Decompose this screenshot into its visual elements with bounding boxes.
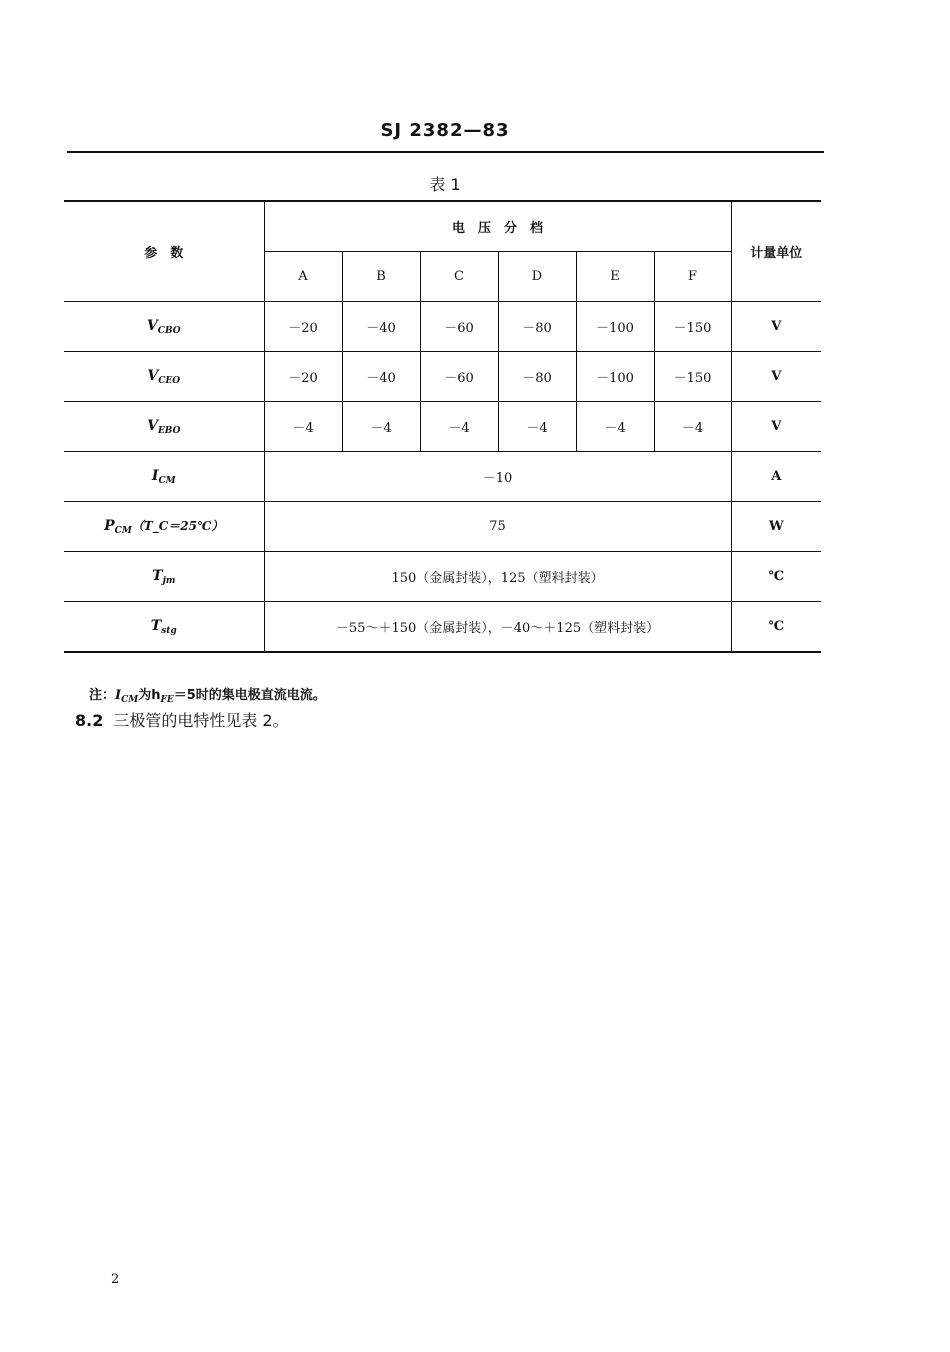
grade-label: C xyxy=(420,252,498,302)
param-cell: $V_{EBO}$ xyxy=(64,402,264,452)
value-cell: －60 xyxy=(420,352,498,402)
merged-value-cell: －10 xyxy=(264,452,731,502)
value-cell: －20 xyxy=(264,352,342,402)
grade-label: B xyxy=(342,252,420,302)
unit-cell: W xyxy=(731,502,821,552)
merged-value-cell: －55～＋150（金属封装），－40～＋125（塑料封装） xyxy=(264,602,731,653)
table-row xyxy=(64,502,821,552)
unit-cell: A xyxy=(731,452,821,502)
value-cell: －4 xyxy=(654,402,731,452)
value-cell: －100 xyxy=(576,302,654,352)
parameter-table xyxy=(64,200,821,653)
table-row xyxy=(64,452,821,502)
grade-label: A xyxy=(264,252,342,302)
standard-code: SJ 2382—83 xyxy=(380,120,510,141)
unit-cell: V xyxy=(731,302,821,352)
merged-value-cell: 150（金属封装），125（塑料封装） xyxy=(264,552,731,602)
value-cell: －150 xyxy=(654,302,731,352)
grade-label: F xyxy=(654,252,731,302)
table-row xyxy=(64,602,821,653)
param-cell: $V_{CEO}$ xyxy=(64,352,264,402)
clause-text: 三极管的电特性见表 2。 xyxy=(113,711,289,730)
grade-label: D xyxy=(498,252,576,302)
value-cell: －40 xyxy=(342,302,420,352)
table-caption: 表 1 xyxy=(429,175,461,194)
table-row xyxy=(64,402,821,452)
table-header-row xyxy=(64,201,821,252)
merged-value-cell: 75 xyxy=(264,502,731,552)
value-cell: －40 xyxy=(342,352,420,402)
value-cell: －80 xyxy=(498,302,576,352)
value-cell: －4 xyxy=(498,402,576,452)
unit-cell: V xyxy=(731,352,821,402)
clause-number: 8.2 xyxy=(75,711,104,730)
value-cell: －20 xyxy=(264,302,342,352)
value-cell: －4 xyxy=(342,402,420,452)
param-cell: $I_{CM}$ xyxy=(64,452,264,502)
value-cell: －100 xyxy=(576,352,654,402)
param-header: 参 数 xyxy=(64,201,264,302)
table-note: 注：$I_{CM}$为$h_{FE}=5$时的集电极直流电流。 xyxy=(89,688,326,705)
page-number: 2 xyxy=(111,1272,120,1287)
value-cell: －4 xyxy=(264,402,342,452)
table-row xyxy=(64,302,821,352)
value-cell: －4 xyxy=(420,402,498,452)
voltage-grade-header: 电 压 分 档 xyxy=(264,201,731,252)
grade-label: E xyxy=(576,252,654,302)
value-cell: －150 xyxy=(654,352,731,402)
header-rule xyxy=(67,151,824,153)
clause-8-2 xyxy=(75,708,289,731)
value-cell: －60 xyxy=(420,302,498,352)
table-row xyxy=(64,352,821,402)
param-cell: $T_{stg}$ xyxy=(64,602,264,653)
value-cell: －80 xyxy=(498,352,576,402)
unit-cell: ℃ xyxy=(731,552,821,602)
unit-cell: V xyxy=(731,402,821,452)
unit-header: 计量单位 xyxy=(731,201,821,302)
param-cell: $P_{CM}(T\_C=25℃)$ xyxy=(64,502,264,552)
unit-cell: ℃ xyxy=(731,602,821,653)
param-cell: $T_{jm}$ xyxy=(64,552,264,602)
table-row xyxy=(64,552,821,602)
value-cell: －4 xyxy=(576,402,654,452)
param-cell: $V_{CBO}$ xyxy=(64,302,264,352)
